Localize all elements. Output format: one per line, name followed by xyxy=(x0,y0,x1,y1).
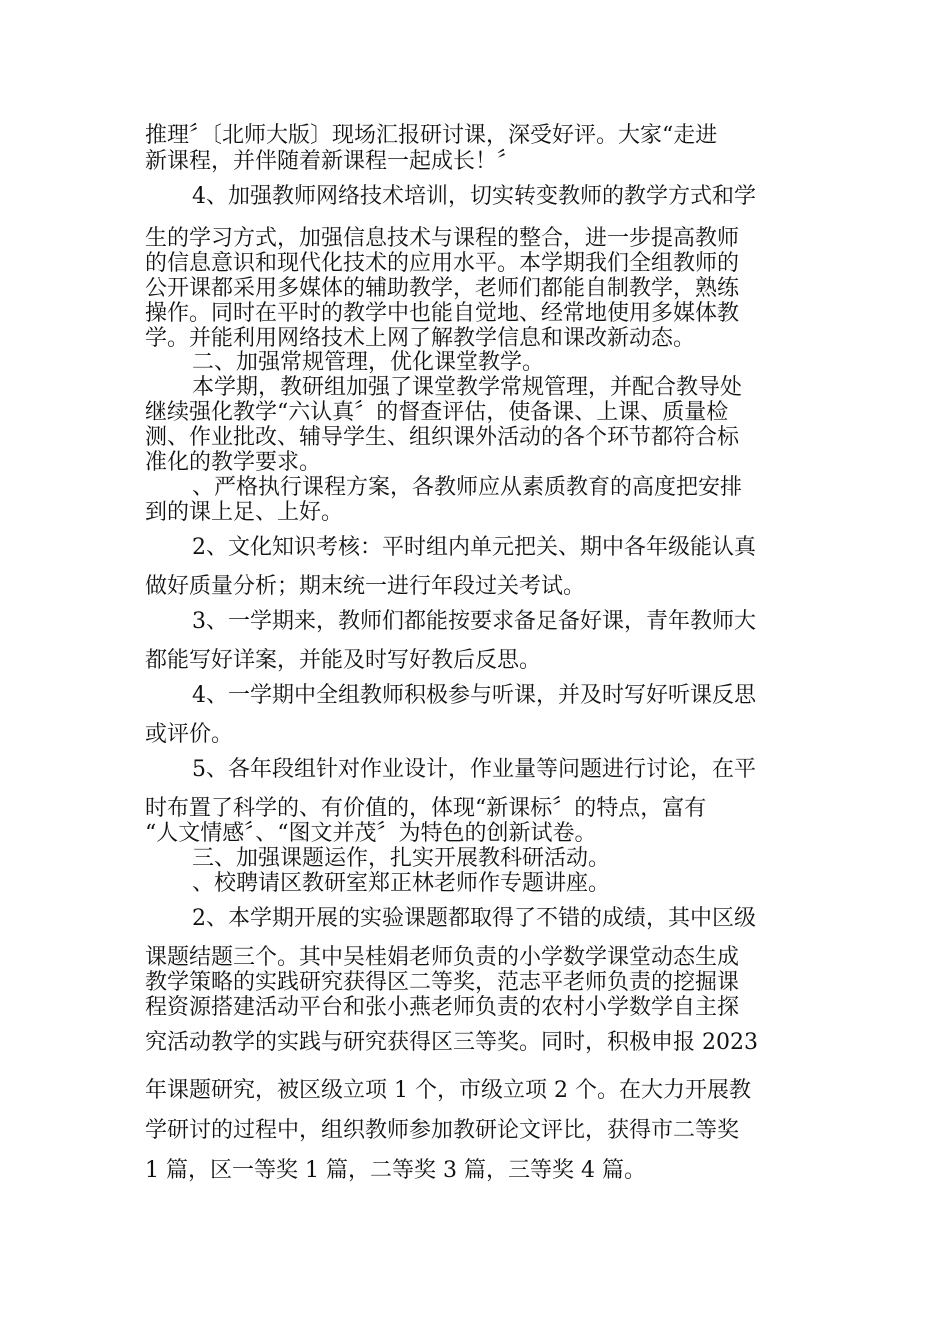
text-line: 或评价。 xyxy=(145,722,234,747)
text-line: 的信息意识和现代化技术的应用水平。本学期我们全组教师的 xyxy=(145,251,740,276)
text-line: 、严格执行课程方案，各教师应从素质教育的高度把安排 xyxy=(192,475,743,500)
text-line: 4、加强教师网络技术培训，切实转变教师的教学方式和学 xyxy=(192,184,756,209)
text-line: 都能写好详案，并能及时写好教后反思。 xyxy=(145,648,542,673)
text-line: 公开课都采用多媒体的辅助教学，老师们都能自制教学，熟练 xyxy=(145,276,740,301)
text-line: 准化的教学要求。 xyxy=(145,450,322,475)
text-line: 5、各年段组针对作业设计，作业量等问题进行讨论，在平 xyxy=(192,757,756,782)
text-line: 测、作业批改、辅导学生、组织课外活动的各个环节都符合标 xyxy=(145,425,740,450)
text-line: 、校聘请区教研室郑正林老师作专题讲座。 xyxy=(192,871,611,896)
text-line: 1 篇，区一等奖 1 篇，二等奖 3 篇，三等奖 4 篇。 xyxy=(145,1158,646,1183)
text-line: 本学期，教研组加强了课堂教学常规管理，并配合教导处 xyxy=(192,375,743,400)
text-line: 2、文化知识考核：平时组内单元把关、期中各年级能认真 xyxy=(192,535,756,560)
section-heading: 三、加强课题运作，扎实开展教科研活动。 xyxy=(192,846,611,871)
text-line: 时布置了科学的、有价值的，体现“新课标〞的特点，富有 xyxy=(145,796,707,821)
text-line: 操作。同时在平时的教学中也能自觉地、经常地使用多媒体教 xyxy=(145,301,740,326)
text-line: 4、一学期中全组教师积极参与听课，并及时写好听课反思 xyxy=(192,683,756,708)
text-line: 3、一学期来，教师们都能按要求备足备好课，青年教师大 xyxy=(192,609,756,634)
text-line: 程资源搭建活动平台和张小燕老师负责的农村小学数学自主探 xyxy=(145,995,740,1020)
text-line: 教学策略的实践研究获得区二等奖，范志平老师负责的挖掘课 xyxy=(145,970,740,995)
text-line: “人文情感〞、“图文并茂〞为特色的创新试卷。 xyxy=(145,821,597,846)
section-heading: 二、加强常规管理，优化课堂教学。 xyxy=(192,350,545,375)
text-line: 学研讨的过程中，组织教师参加教研论文评比，获得市二等奖 xyxy=(145,1118,740,1143)
text-line: 推理〞〔北师大版〕现场汇报研讨课，深受好评。大家“走进 xyxy=(145,123,718,148)
text-line: 究活动教学的实践与研究获得区三等奖。同时，积极申报 2023 xyxy=(145,1030,758,1055)
text-line: 学。并能利用网络技术上网了解教学信息和课改新动态。 xyxy=(145,326,696,351)
text-line: 新课程，并伴随着新课程一起成长！〞 xyxy=(145,149,520,174)
text-line: 生的学习方式，加强信息技术与课程的整合，进一步提高教师 xyxy=(145,226,740,251)
text-line: 2、本学期开展的实验课题都取得了不错的成绩，其中区级 xyxy=(192,906,756,931)
text-line: 到的课上足、上好。 xyxy=(145,500,344,525)
text-line: 继续强化教学“六认真〞的督查评估，使备课、上课、质量检 xyxy=(145,400,729,425)
text-line: 课题结题三个。其中吴桂娟老师负责的小学数学课堂动态生成 xyxy=(145,945,740,970)
text-line: 年课题研究，被区级立项 1 个，市级立项 2 个。在大力开展教 xyxy=(145,1078,751,1103)
text-line: 做好质量分析；期末统一进行年段过关考试。 xyxy=(145,574,586,599)
